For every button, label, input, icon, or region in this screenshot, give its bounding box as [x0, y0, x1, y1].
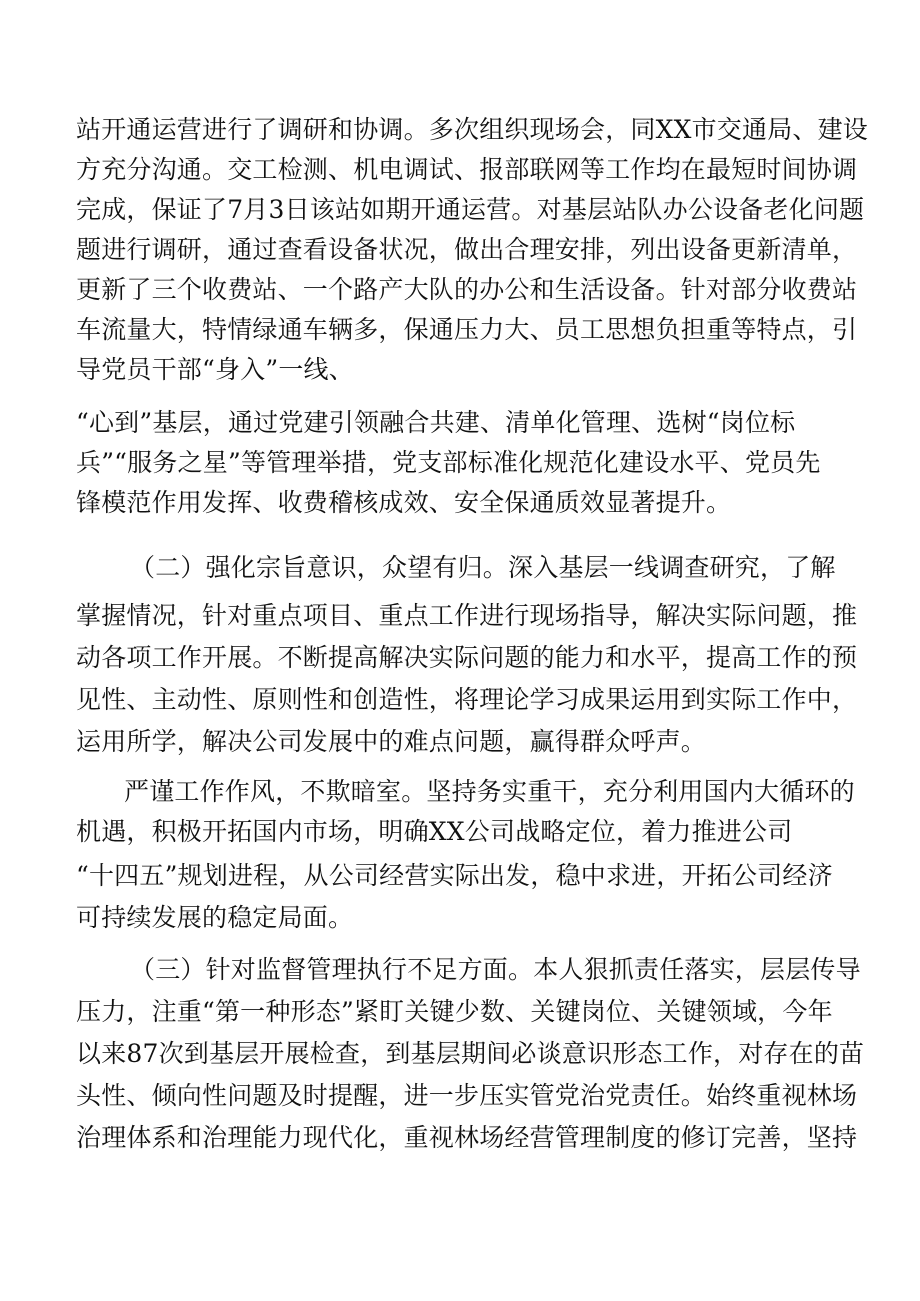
paragraph-line: 见性、主动性、原则性和创造性，将理论学习成果运用到实际工作中，	[76, 685, 858, 714]
paragraph-line: 导党员干部“身入”一线、	[76, 355, 354, 384]
paragraph-line: 兵”“服务之星”等管理举措，党支部标准化规范化建设水平、党员先	[76, 448, 821, 477]
paragraph-line: “心到”基层，通过党建引领融合共建、清单化管理、选树“岗位标	[76, 408, 796, 437]
paragraph-line: 更新了三个收费站、一个路产大队的办公和生活设备。针对部分收费站	[76, 275, 858, 304]
paragraph-line: 站开通运营进行了调研和协调。多次组织现场会，同XX市交通局、建设	[76, 115, 868, 144]
paragraph-line: 压力，注重“第一种形态”紧盯关键少数、关键岗位、关键领域，今年	[76, 997, 833, 1026]
paragraph-line: 运用所学，解决公司发展中的难点问题，赢得群众呼声。	[76, 727, 707, 756]
paragraph-line: 完成，保证了7月3日该站如期开通运营。对基层站队办公设备老化问题	[76, 195, 865, 224]
paragraph-line: 严谨工作作风，不欺暗室。坚持务实重干，充分利用国内大循环的	[124, 777, 855, 806]
paragraph-line: 掌握情况，针对重点项目、重点工作进行现场指导，解决实际问题，推	[76, 601, 858, 630]
paragraph-line: 动各项工作开展。不断提高解决实际问题的能力和水平，提高工作的预	[76, 643, 858, 672]
paragraph-line: 以来87次到基层开展检查，到基层期间必谈意识形态工作，对存在的苗	[76, 1039, 865, 1068]
paragraph-line: “十四五”规划进程，从公司经营实际出发，稳中求进，开拓公司经济	[76, 861, 833, 890]
paragraph-line: 机遇，积极开拓国内市场，明确XX公司战略定位，着力推进公司	[76, 817, 793, 846]
paragraph-line: 锋模范作用发挥、收费稽核成效、安全保通质效显著提升。	[76, 488, 732, 517]
paragraph-line: 治理体系和治理能力现代化，重视林场经营管理制度的修订完善，坚持	[76, 1123, 858, 1152]
paragraph-line: 可持续发展的稳定局面。	[76, 903, 354, 932]
paragraph-line: 车流量大，特情绿通车辆多，保通压力大、员工思想负担重等特点，引	[76, 315, 858, 344]
paragraph-line: 题进行调研，通过查看设备状况，做出合理安排，列出设备更新清单，	[76, 235, 858, 264]
paragraph-line: 头性、倾向性问题及时提醒，进一步压实管党治党责任。始终重视林场	[76, 1081, 858, 1110]
section-heading-line: （二）强化宗旨意识，众望有归。深入基层一线调查研究，了解	[130, 553, 836, 582]
paragraph-line: 方充分沟通。交工检测、机电调试、报部联网等工作均在最短时间协调	[76, 155, 858, 184]
section-heading-line: （三）针对监督管理执行不足方面。本人狠抓责任落实，层层传导	[130, 955, 861, 984]
